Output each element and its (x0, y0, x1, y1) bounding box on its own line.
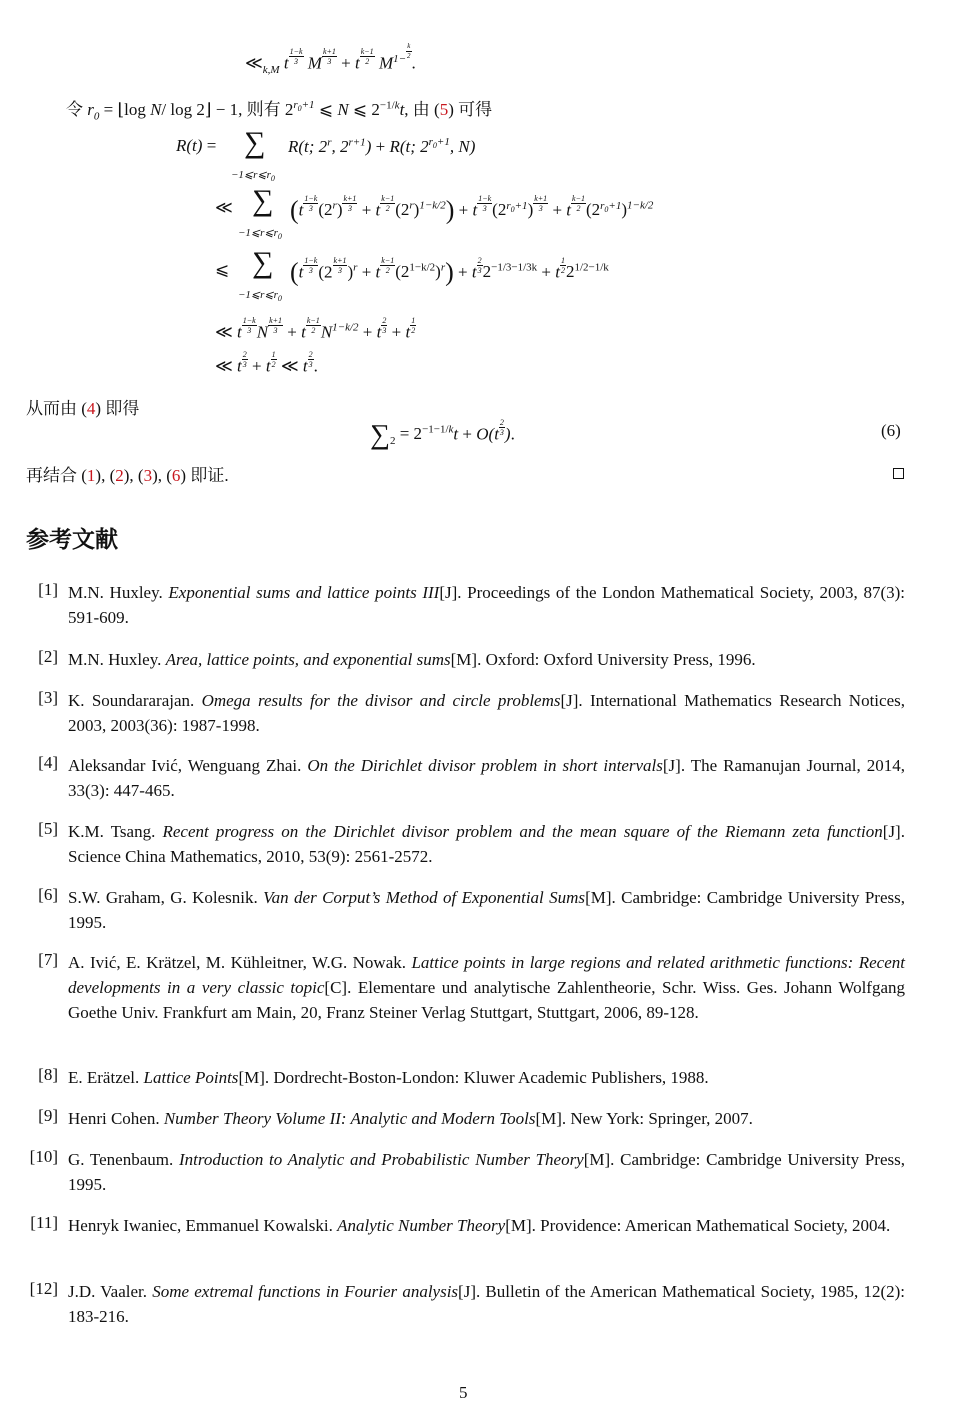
eq-ref-4[interactable]: 4 (86, 399, 96, 418)
sum-symbol: ∑ (252, 246, 274, 279)
reference-title: Introduction to Analytic and Probabilistic Number Theory (178, 1150, 584, 1169)
reference-details: [M]. Oxford: Oxford University Press, 1996. (450, 650, 756, 669)
reference-number: [4] (38, 753, 58, 772)
reference-entry (68, 950, 905, 1025)
reference-details: [M]. Dordrecht-Boston-London: Kluwer Academic Publishers, 1988. (238, 1068, 709, 1087)
reference-number: [6] (38, 885, 58, 904)
reference-details: [M]. Cambridge: Cambridge University Press, 1995. (68, 888, 905, 932)
reference-title: Omega results for the divisor and circle problems (201, 691, 561, 710)
equation-line-3: (t $\frac{1-k}{3}$ (2$^r$) $\frac{k+1}{3}$ + t $\frac{k-1}{2}$ $(2^r)^{1-k/2}) + t$ $\frac{1-k}{3}$ $(2^{r_0+1})$ $\frac{k+1}{3}$ + t $\frac{k-1}{2}$ $(2^{r_0+1})^{1-k/2}$ (290, 194, 654, 225)
reference-authors: J.D. Vaaler. (68, 1282, 153, 1301)
reference-title: Area, lattice points, and exponential sums (165, 650, 451, 669)
reference-title: Some extremal functions in Fourier analysis (152, 1282, 459, 1301)
reference-number: [9] (38, 1106, 58, 1125)
reference-entry (68, 885, 905, 935)
reference-number: [12] (29, 1279, 58, 1298)
reference-authors: Aleksandar Ivić, Wenguang Zhai. (68, 756, 308, 775)
equation-line-6: ≪ t $\frac{2}{3}$ + t $\frac{1}{2}$ ≪ t $\frac{2}{3}$ . (215, 350, 318, 376)
reference-authors: A. Ivić, E. Krätzel, M. Kühleitner, W.G. Nowak. (68, 953, 412, 972)
sum-range: $-1⩽r⩽r_0$ (238, 227, 282, 242)
reference-authors: Henri Cohen. (68, 1109, 164, 1128)
reference-details: [J]. Science China Mathematics, 2010, 53(9): 2561-2572. (68, 822, 905, 866)
section-title: 参考文献 (26, 527, 118, 553)
reference-authors: E. Erätzel. (68, 1068, 144, 1087)
conclusion-text: 再结合 (1), (2), (3), (6) 即证. (26, 466, 229, 485)
equation-line-4-rel: ⩽ (215, 260, 230, 279)
reference-entry (68, 1106, 905, 1131)
equation-line-4: (t $\frac{1-k}{3}$ (2 $\frac{k+1}{3}$ )$^r$ + t $\frac{k-1}{2}$ $(2^{1-k/2})^r) + t$ $\frac{2}{3}$ $2^{-1/3-1/3k} + t$ $\frac{1}{2}$ $2^{1/2-1/k}$ (290, 256, 609, 287)
reference-details: [C]. Elementare und analytische Zahlentheorie, Schr. Wiss. Ges. Johann Wolfgang Goethe Univ. Frankfurt am Main, 20, Franz Steiner Verlag Stuttgart, Stuttgart, 2006, 89-128. (68, 978, 906, 1022)
reference-entry (68, 819, 905, 869)
reference-details: [J]. Proceedings of the London Mathematical Society, 2003, 87(3): 591-609. (68, 583, 906, 627)
reference-details: [M]. New York: Springer, 2007. (535, 1109, 753, 1128)
eq-ref-5[interactable]: 5 (439, 100, 449, 119)
equation-line-0: $≪_{k,M}$ t $\frac{1-k}{3}$ M $\frac{k+1}{3}$ + t $\frac{k-1}{2}$ $M^{1- \frac{k}{2}}$ . (245, 42, 416, 76)
reference-entry (68, 1279, 905, 1329)
reference-number: [2] (38, 647, 58, 666)
eq-ref-1[interactable]: 1 (86, 466, 96, 485)
reference-details: [J]. Bulletin of the American Mathematical Society, 1985, 12(2): 183-216. (68, 1282, 906, 1326)
reference-title: Recent progress on the Dirichlet divisor problem and the mean square of the Riemann zeta function (162, 822, 883, 841)
reference-title: Lattice Points (143, 1068, 239, 1087)
reference-number: [5] (38, 819, 58, 838)
reference-entry (68, 688, 905, 738)
reference-title: On the Dirichlet divisor problem in short intervals (307, 756, 663, 775)
qed-box-icon (893, 468, 904, 479)
reference-authors: G. Tenenbaum. (68, 1150, 179, 1169)
equation-R-line: R(t) = (176, 136, 217, 155)
reference-title: Lattice points in large regions and related arithmetic functions: Recent developments in a very classic topic (68, 953, 905, 997)
eq-ref-3[interactable]: 3 (143, 466, 153, 485)
equation-6: $\sum_2 = 2^{-1-1/k}t + O(t$ $\frac{2}{3}$ ). (370, 418, 515, 451)
reference-number: [11] (30, 1213, 58, 1232)
equation-number-6: (6) (881, 421, 901, 440)
sum-range: $-1⩽r⩽r_0$ (238, 289, 282, 304)
reference-entry (68, 1147, 905, 1197)
reference-title: Exponential sums and lattice points III (168, 583, 440, 602)
sum-symbol: ∑ (252, 184, 274, 217)
eq-ref-6[interactable]: 6 (171, 466, 181, 485)
sum-range: $-1⩽r⩽r_0$ (231, 169, 275, 184)
reference-authors: M.N. Huxley. (68, 650, 166, 669)
reference-authors: K. Soundararajan. (68, 691, 202, 710)
derivation-text: 从而由 (4) 即得 (26, 399, 140, 418)
equation-line-5: ≪ t $\frac{1-k}{3}$ N $\frac{k+1}{3}$ + t $\frac{k-1}{2}$ $N^{1-k/2} + t$ $\frac{2}{3}$ + t $\frac{1}{2}$ (215, 316, 416, 342)
reference-entry (68, 647, 905, 672)
reference-number: [7] (38, 950, 58, 969)
reference-title: Number Theory Volume II: Analytic and Modern Tools (163, 1109, 536, 1128)
reference-number: [10] (29, 1147, 58, 1166)
equation-line-3-rel: ≪ (215, 198, 233, 217)
reference-entry (68, 1065, 905, 1090)
reference-title: Analytic Number Theory (337, 1216, 506, 1235)
reference-entry (68, 1213, 905, 1238)
equation-line-1: 令 $r_0$ = ⌊log N/ log 2⌋ − 1, 则有 $2^{r_0+1}$ ⩽ N ⩽ $2^{-1/k}t$, 由 (5) 可得 (66, 99, 493, 123)
equation-R-terms: R(t; 2$^r$, $2^{r+1}) + R(t$; $2^{r_0+1}$, N) (288, 136, 476, 156)
reference-number: [8] (38, 1065, 58, 1084)
reference-details: [M]. Cambridge: Cambridge University Press, 1995. (68, 1150, 905, 1194)
reference-number: [1] (38, 580, 58, 599)
reference-details: [J]. The Ramanujan Journal, 2014, 33(3): 447-465. (68, 756, 905, 800)
reference-authors: K.M. Tsang. (68, 822, 163, 841)
page-number: 5 (459, 1383, 468, 1402)
reference-entry (68, 753, 905, 803)
reference-details: [J]. International Mathematics Research Notices, 2003, 2003(36): 1987-1998. (68, 691, 905, 735)
reference-title: Van der Corput’s Method of Exponential Sums (263, 888, 586, 907)
reference-authors: Henryk Iwaniec, Emmanuel Kowalski. (68, 1216, 338, 1235)
reference-details: [M]. Providence: American Mathematical Society, 2004. (505, 1216, 891, 1235)
sum-symbol: ∑ (244, 126, 266, 159)
reference-authors: M.N. Huxley. (68, 583, 169, 602)
reference-authors: S.W. Graham, G. Kolesnik. (68, 888, 264, 907)
reference-entry (68, 580, 905, 630)
eq-ref-2[interactable]: 2 (115, 466, 124, 485)
reference-number: [3] (38, 688, 58, 707)
